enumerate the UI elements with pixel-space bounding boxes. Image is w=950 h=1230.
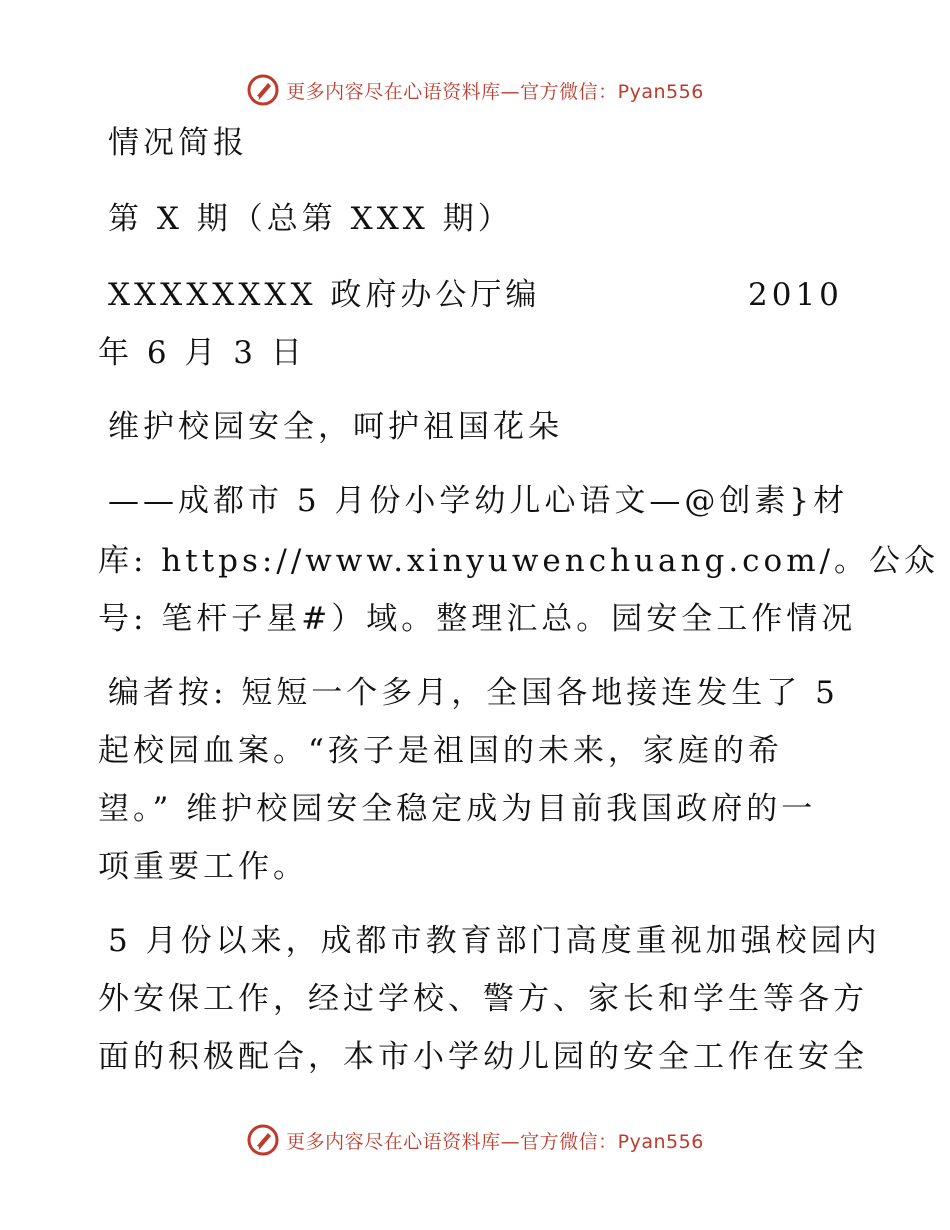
editor-note-line: 望。” 维护校园安全稳定成为目前我国政府的一 [98, 791, 817, 827]
body-line: 面的积极配合，本市小学幼儿园的安全工作在安全 [98, 1039, 868, 1075]
body-line: 5 月份以来，成都市教育部门高度重视加强校园内 [108, 923, 881, 959]
subtitle-line: ——成都市 5 月份小学幼儿心语文—@创素}材 [108, 483, 849, 519]
headline: 维护校园安全，呵护祖国花朵 [108, 409, 563, 445]
date-year: 2010 [748, 277, 843, 313]
pen-logo-icon [246, 1123, 280, 1157]
editor-note-line: 项重要工作。 [98, 849, 308, 885]
subtitle-line: 号: 笔杆子星#）域。整理汇总。园安全工作情况 [98, 601, 857, 637]
footer-watermark [0, 1120, 950, 1160]
report-title: 情况简报 [108, 125, 248, 161]
watermark-text: 更多内容尽在心语资料库—官方微信：Pyan556 [286, 80, 704, 103]
publisher: XXXXXXXX 政府办公厅编 [108, 277, 541, 313]
pen-logo-icon [246, 73, 280, 107]
subtitle-line: 库: https://www.xinyuwenchuang.com/。公众 [98, 543, 940, 579]
issue-number: 第 X 期（总第 XXX 期） [108, 201, 513, 237]
watermark-text: 更多内容尽在心语资料库—官方微信：Pyan556 [286, 1130, 704, 1153]
editor-note-line: 起校园血案。“孩子是祖国的未来，家庭的希 [98, 733, 783, 769]
editor-note-line: 编者按: 短短一个多月，全国各地接连发生了 5 [108, 675, 839, 711]
date-rest: 年 6 月 3 日 [98, 335, 306, 371]
body-line: 外安保工作，经过学校、警方、家长和学生等各方 [98, 981, 868, 1017]
header-watermark [0, 70, 950, 110]
